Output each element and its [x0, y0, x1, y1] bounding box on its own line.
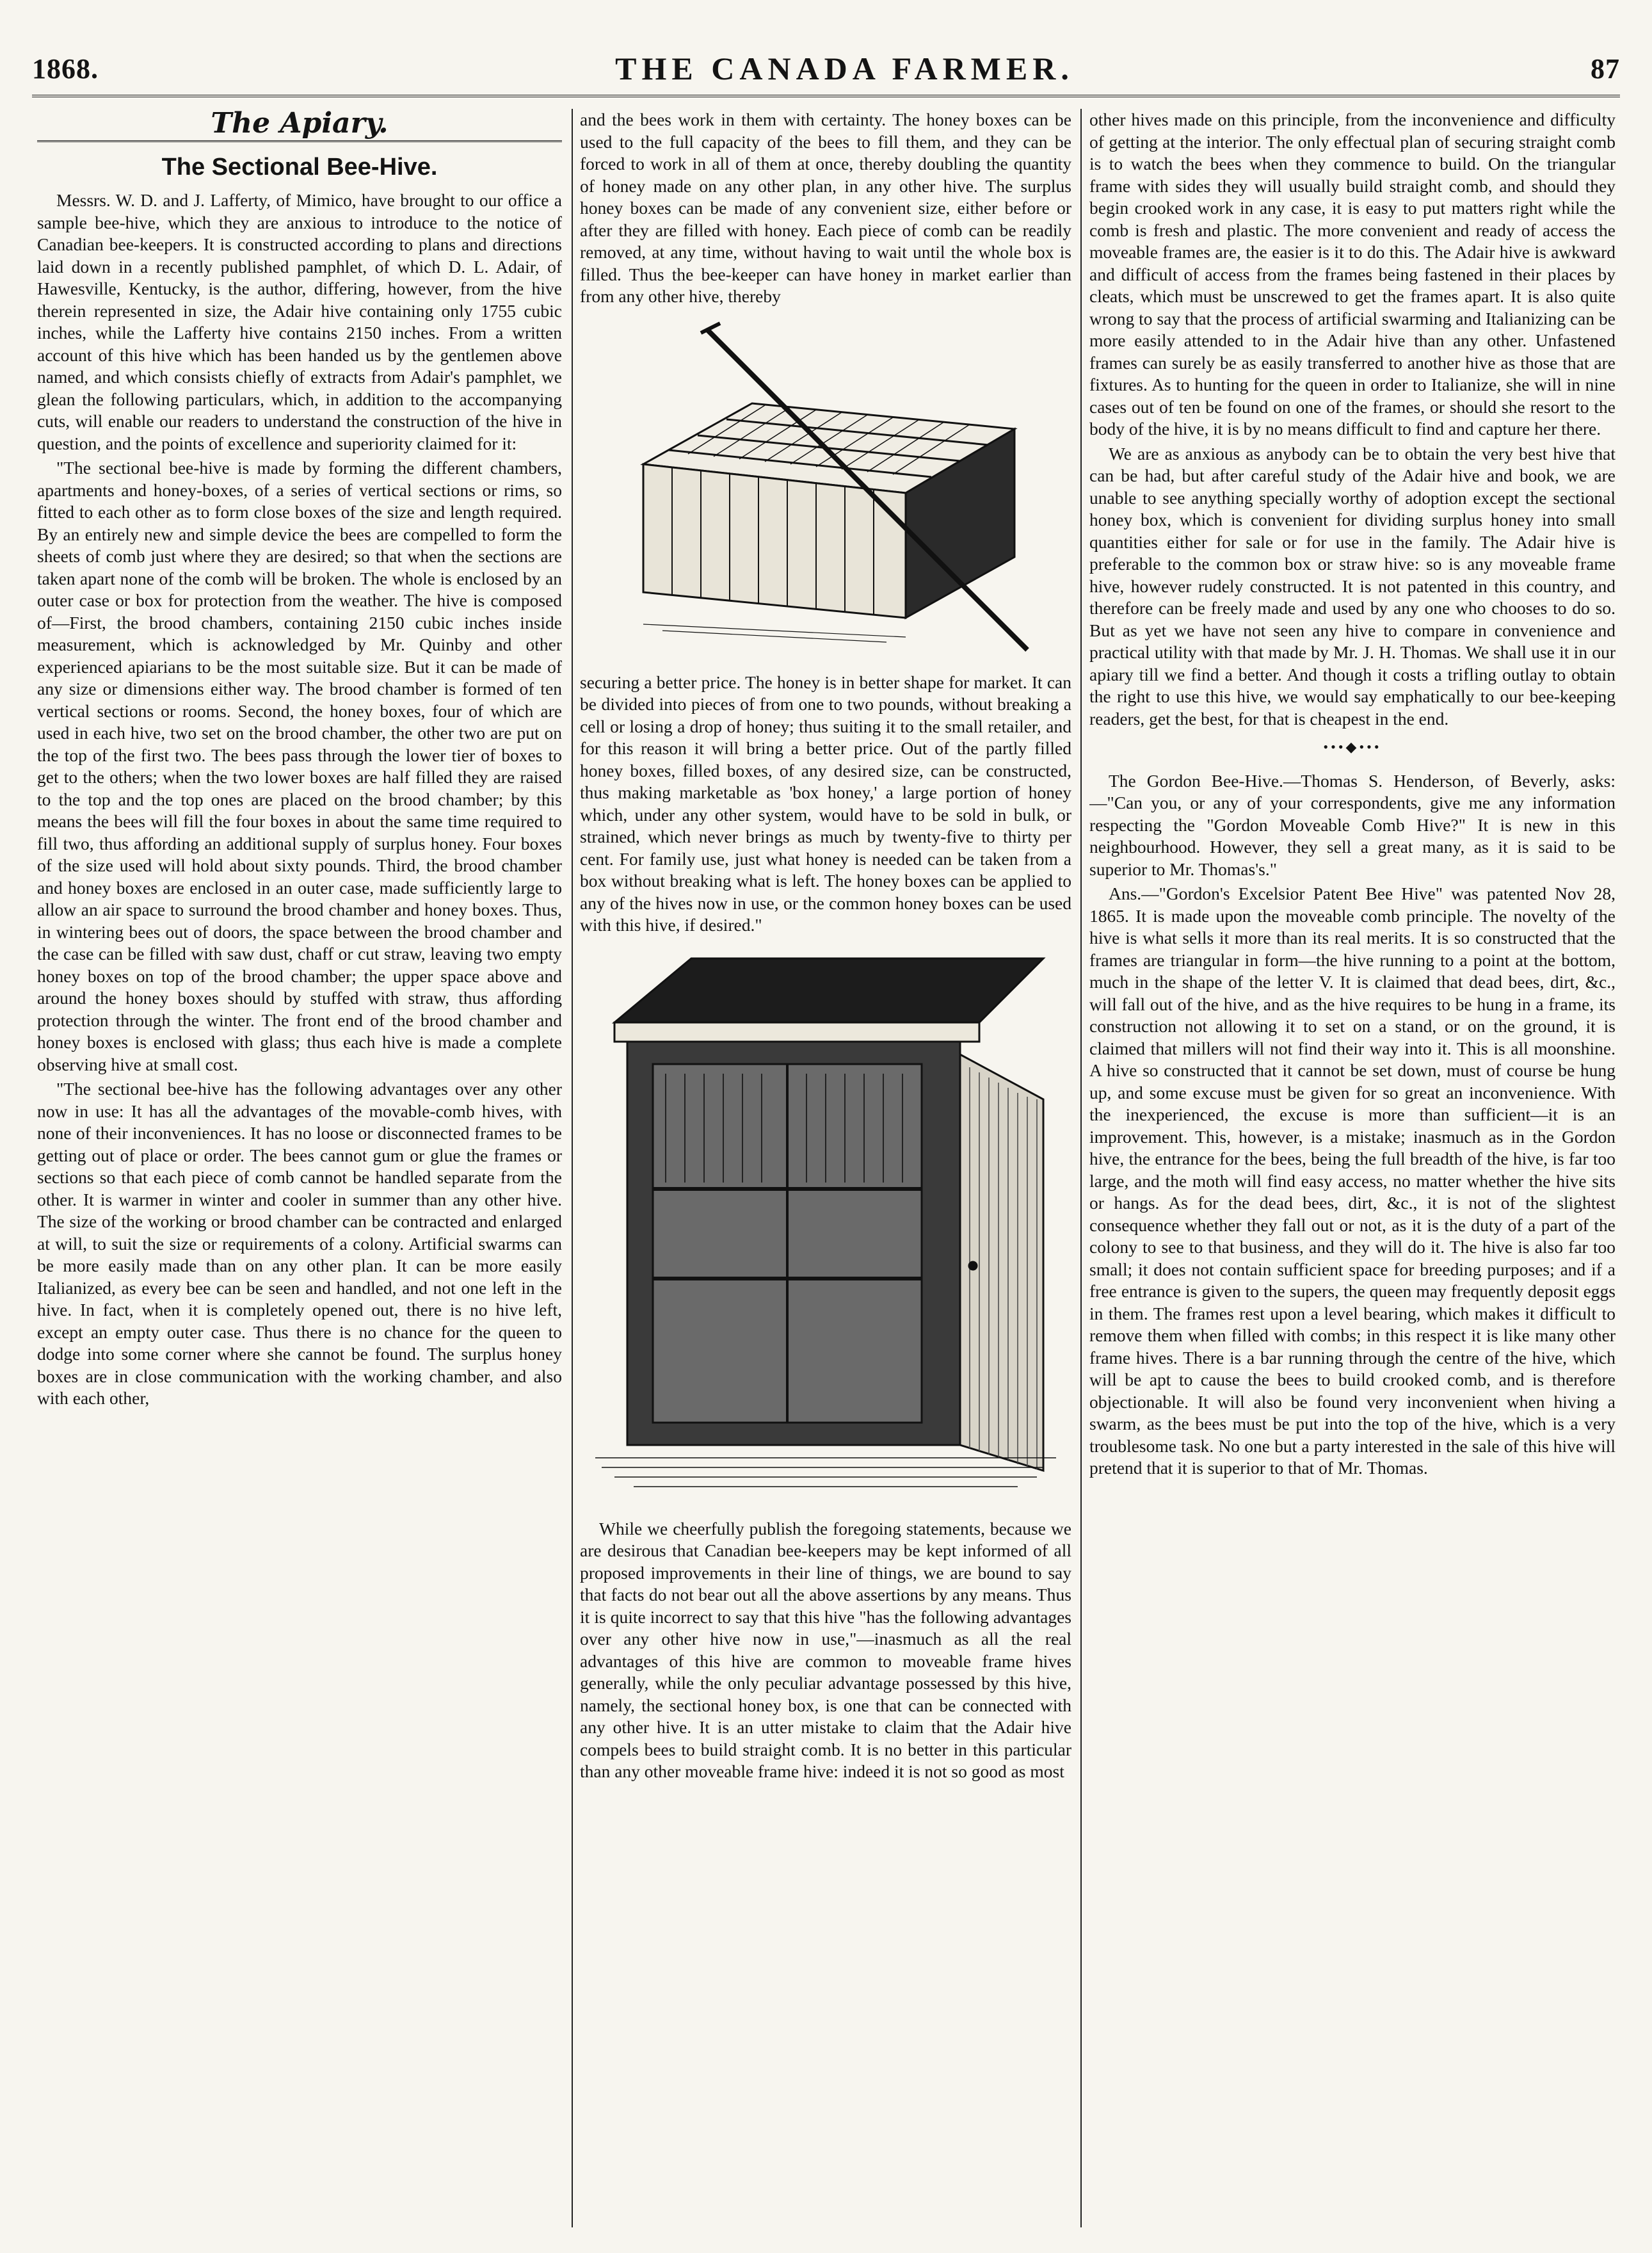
article-paragraph: While we cheerfully publish the foregoing statements, because we are desirous that Canadian bee-keepers may be kept informed of all proposed improvements in their line of things, we are bound to say that facts do not bear out all the above assertions by any means. Thus it is quite incorrect to say that this hive "has the following advantages over any other hive now in use,"—inasmuch as all the real advantages of this hive are common to moveable frame hives generally, while the only peculiar advantage possessed by this hive, namely, the sectional honey box, is one that can be connected with any other hive. It is an utter mistake to claim that the Adair hive compels bees to build straight comb. It is no better in this particular than any other moveable frame hive: indeed it is not so good as most: [580, 1518, 1071, 1781]
column-1: [37, 109, 562, 2227]
article-paragraph: and the bees work in them with certainty. The honey boxes can be used to the full capacity of the bees to fill them, and they can be forced to work in all of them at once, thereby doubling the quantity of honey made on any other plan, in any other hive. The surplus honey boxes can be made of any convenient size, either before or after they are filled with honey. Each piece of comb can be readily removed, at any time, without having to wait until the whole box is filled. Thus the bee-keeper can have honey in market earlier than from any other hive, thereby: [580, 109, 1071, 306]
section-heading: The Apiary.: [37, 113, 562, 142]
article-paragraph: Messrs. W. D. and J. Lafferty, of Mimico, have brought to our office a sample bee-hive, which they are anxious to introduce to the notice of Canadian bee-keepers. It is constructed according to plans and directions laid down in a recently published pamphlet, of which D. L. Adair, of Hawesville, Kentucky, is the author, differing, however, from the hive therein represented in size, the Adair hive containing only 1755 cubic inches, while the Lafferty hive contains 2150 inches. From a written account of this hive which has been handed us by the gentlemen above named, and which consists chiefly of extracts from Adair's pamphlet, we glean the following particulars, which, in addition to the accompanying cuts, will enable our readers to understand the construction of the hive in question, and the points of excellence and superiority claimed for it:: [37, 190, 562, 453]
column-rule-2: [1080, 109, 1082, 2227]
masthead: [32, 42, 1620, 97]
open-hive-illustration: [595, 946, 1056, 1509]
issue-year: 1868.: [32, 52, 99, 85]
gordon-paragraph: The Gordon Bee-Hive.—Thomas S. Henderson, of Beverly, asks:—"Can you, or any of your correspondents, give me any information respecting the "Gordon Moveable Comb Hive?" It is new in this neighbourhood. However, they sell a great many, as it is said to be superior to Mr. Thomas's.": [1089, 770, 1616, 879]
article-title: The Sectional Bee-Hive.: [161, 153, 438, 181]
section-divider: •••◆•••: [1323, 739, 1382, 755]
newspaper-title: THE CANADA FARMER.: [615, 51, 1074, 86]
gordon-paragraph: Ans.—"Gordon's Excelsior Patent Bee Hive" was patented Nov 28, 1865. It is made upon the moveable comb principle. The novelty of the hive is what sells it more than its real merits. It is so constructed that the frames are triangular in form—the hive running to a point at the bottom, much in the shape of the letter V. It is claimed that dead bees, dirt, &c., will fall out of the hive, and as the hive requires to be hung in a frame, its construction not allowing it to set on a stand, or on the ground, it is claimed that millers will not find their way into it. This is all moonshine. A hive so constructed that it cannot be set down, must of course be hung up, and some excuse must be given for so great an inconvenience. With the inexperienced, the excuse is more than sufficient—it is an improvement. This, however, is a mistake; inasmuch as in the Gordon hive, the entrance for the bees, being the full breadth of the hive, is far too large, and the moth will find easy access, no matter whether the hive sits or hangs. As for the dead bees, dirt, &c., it is not of the slightest consequence whether they fall out or not, as it is the duty of a part of the colony to see to that business, and they will do it. The hive is also far too small; it does not contain sufficient space for breeding purposes; and if a free entrance is given to the supers, the queen may frequently deposit eggs in them. The frames rest upon a level bearing, which makes it difficult to remove them when filled with combs; in this respect it is like many other frame hives. There is a bar running through the centre of the hive, which will be apt to cause the bees to build crooked comb, and is therefore objectionable. It will also be found very inconvenient when hiving a swarm, as the bees must be put into the top of the hive, which is a very troublesome task. No one but a party interested in the sale of this hive will pretend that it is superior to that of Mr. Thomas.: [1089, 884, 1616, 1478]
closed-hive-illustration: [605, 317, 1047, 663]
article-paragraph: We are as anxious as anybody can be to obtain the very best hive that can be had, but after careful study of the Adair hive and book, we are unable to see anything specially worthy of adoption except the sectional honey box, which is convenient for dividing surplus honey into small quantities either for sale or for use in the family. The Adair hive is preferable to the common box or straw hive: so is any moveable frame hive, however rudely constructed. It is not patented in this country, and therefore can be freely made and used by any one who chooses to do so. But as yet we have not seen any hive to compare in convenience and practical utility with that made by Mr. J. H. Thomas. We shall use it in our apiary till we find a better. And though it costs a trifling outlay to obtain the right to use this hive, we would say emphatically to our bee-keeping readers, get the best, for that is cheapest in the end.: [1089, 443, 1616, 729]
article-paragraph: "The sectional bee-hive is made by forming the different chambers, apartments and honey-boxes, of a series of vertical sections or rims, so fitted to each other as to form close boxes of the size and length required. By an entirely new and simple device the bees are compelled to form the sheets of comb just where they are desired; so that when the sections are taken apart none of the comb will be broken. The whole is enclosed by an outer case or box for protection from the weather. The hive is composed of—First, the brood chambers, containing 2150 cubic inches inside measurement, which is acknowledged by Mr. Quinby and other experienced apiarians to be the most suitable size. But it can be made of any size or dimensions either way. The brood chamber is formed of ten vertical sections or rooms. Second, the honey boxes, four of which are used in each hive, two set on the brood chamber, the other two are put on the top of the first two. The bees pass through the lower tier of boxes to get to the others; when the two lower boxes are half filled they are raised to the top and the top ones are placed on the brood chamber; by this means the bees will fill the four boxes in about the same time required to fill two, thus affording an additional supply of surplus honey. Four boxes of the size used will hold about sixty pounds. Third, the brood chamber and honey boxes are enclosed in an outer case, made sufficiently large to allow an air space to surround the brood chamber and honey boxes. Thus, in wintering bees out of doors, the space between the brood chamber and the case can be filled with saw dust, chaff or cut straw, leaving two empty honey boxes on top of the brood chamber; the upper space above and around the honey boxes should by stuffed with straw, thus affording protection through the winter. The front end of the brood chamber and honey boxes is enclosed with glass; thus each hive is made a complete observing hive at small cost.: [37, 458, 562, 1074]
page-number: 87: [1591, 52, 1620, 85]
article-paragraph: other hives made on this principle, from the inconvenience and difficulty of getting at the interior. The only effectual plan of securing straight comb is to watch the bees when they commence to build. On the triangular frame with sides they will usually build straight comb, and should they begin crooked work in any case, it is easy to put matters right while the comb is fresh and plastic. The more convenient and ready of access the moveable frames are, the easier is it to do this. The Adair hive is awkward and difficult of access from the frames being fastened in their places by cleats, which must be unscrewed to get the frames apart. It is also quite wrong to say that the process of artificial swarming and Italianizing can be more easily attended to in the Adair hive than any other. Unfastened frames can surely be as easily transferred to another hive as those that are fixtures. As to hunting for the queen in order to Italianize, she will in nine cases out of ten be found on one of the frames, or should she resort to the body of the hive, it is by no means difficult to find and capture her there.: [1089, 109, 1616, 439]
column-2: [580, 109, 1071, 2227]
column-3: [1089, 109, 1616, 2227]
column-rule-1: [572, 109, 573, 2227]
article-paragraph: securing a better price. The honey is in better shape for market. It can be divided into pieces of from one to two pounds, without breaking a cell or losing a drop of honey; thus suiting it to the small retailer, and for this reason it will bring a better price. Out of the partly filled honey boxes, filled boxes, of any desired size, can be constructed, thus making marketable as 'box honey,' a large portion of honey which, under any other system, would have to be sold in bulk, or strained, which never brings as much by twenty-five to thirty per cent. For family use, just what honey is needed can be taken from a box without breaking what is left. The honey boxes can be applied to any of the hives now in use, or the common honey boxes can be used with this hive, if desired.": [580, 672, 1071, 935]
article-paragraph: "The sectional bee-hive has the following advantages over any other now in use: It has all the advantages of the movable-comb hives, with none of their inconveniences. It has no loose or disconnected frames to be getting out of place or order. The bees cannot gum or glue the frames or sections so that each piece of comb cannot be handled separate from the other. It is warmer in winter and cooler in summer than any other hive. The size of the working or brood chamber can be contracted and enlarged at will, to suit the size or requirements of a colony. Artificial swarms can be more easily made than on any other plan. It can be more easily Italianized, as every bee can be seen and handled, and not one left in the hive. In fact, when it is completely opened out, there is no hive left, except an empty outer case. Thus there is no chance for the queen to dodge into some corner where she cannot be found. The surplus honey boxes are in close communication with the working chamber, and also with each other,: [37, 1079, 562, 1408]
